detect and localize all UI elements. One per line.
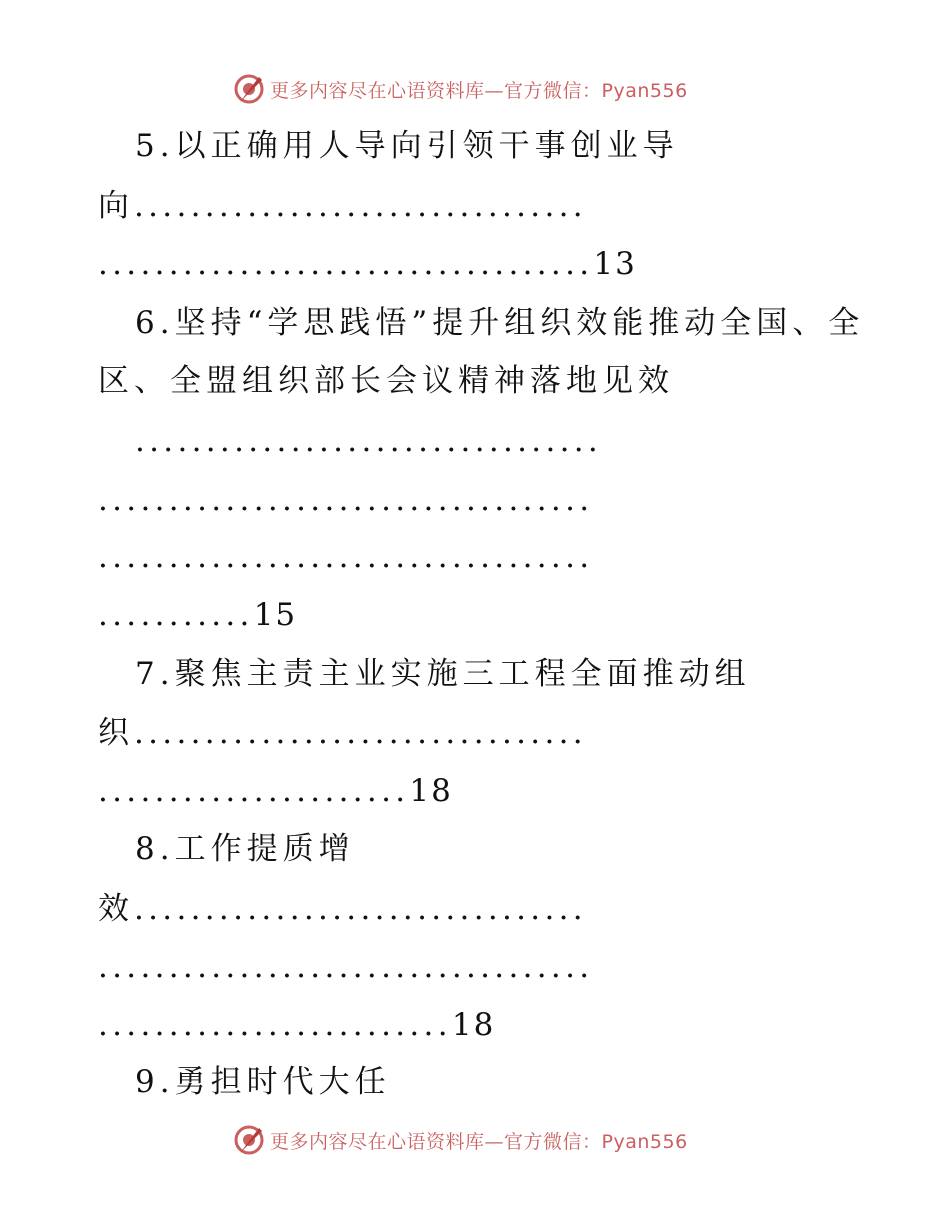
toc-entry-6-leader-3: ................................... — [98, 539, 594, 575]
toc-entry-7-page-line: ......................18 — [98, 773, 453, 809]
toc-entry-5-page: 13 — [593, 246, 637, 282]
toc-entry-5-page-line: ...................................13 — [98, 246, 637, 282]
toc-entry-6-title-line2: 区、全盟组织部长会议精神落地见效 — [98, 363, 674, 399]
watermark-text: 更多内容尽在心语资料库—官方微信：Pyan556 — [270, 79, 688, 102]
toc-entry-7-leader: 织................................ — [98, 715, 587, 751]
toc-entry-6-leader-1: ................................. — [135, 423, 603, 459]
toc-entry-6-leader-2: ................................... — [98, 482, 594, 518]
toc-entry-6-title-line1: 6.坚持“学思践悟”提升组织效能推动全国、全 — [135, 305, 865, 341]
toc-entry-7-title: 7.聚焦主责主业实施三工程全面推动组 — [135, 656, 751, 692]
toc-entry-8-page: 18 — [451, 1007, 496, 1043]
toc-entry-9-title: 9.勇担时代大任 — [135, 1064, 391, 1100]
toc-entry-8-leader-2: ................................... — [98, 949, 594, 985]
quill-logo-icon — [232, 1123, 266, 1157]
toc-entry-8-page-line: .........................18 — [98, 1007, 496, 1043]
toc-entry-8-leader: 效................................ — [98, 891, 587, 927]
watermark-text: 更多内容尽在心语资料库—官方微信：Pyan556 — [270, 1130, 688, 1153]
toc-entry-5-leader: 向................................ — [98, 188, 587, 224]
toc-entry-5-title: 5.以正确用人导向引领干事创业导 — [135, 128, 679, 164]
toc-entry-8-title: 8.工作提质增 — [135, 831, 355, 867]
watermark-footer — [232, 1123, 688, 1157]
toc-entry-7-page: 18 — [409, 773, 453, 809]
quill-logo-icon — [232, 72, 266, 106]
toc-entry-6-page: 15 — [253, 597, 298, 633]
toc-entry-6-page-line: ...........15 — [98, 597, 298, 633]
watermark-header — [232, 72, 688, 106]
